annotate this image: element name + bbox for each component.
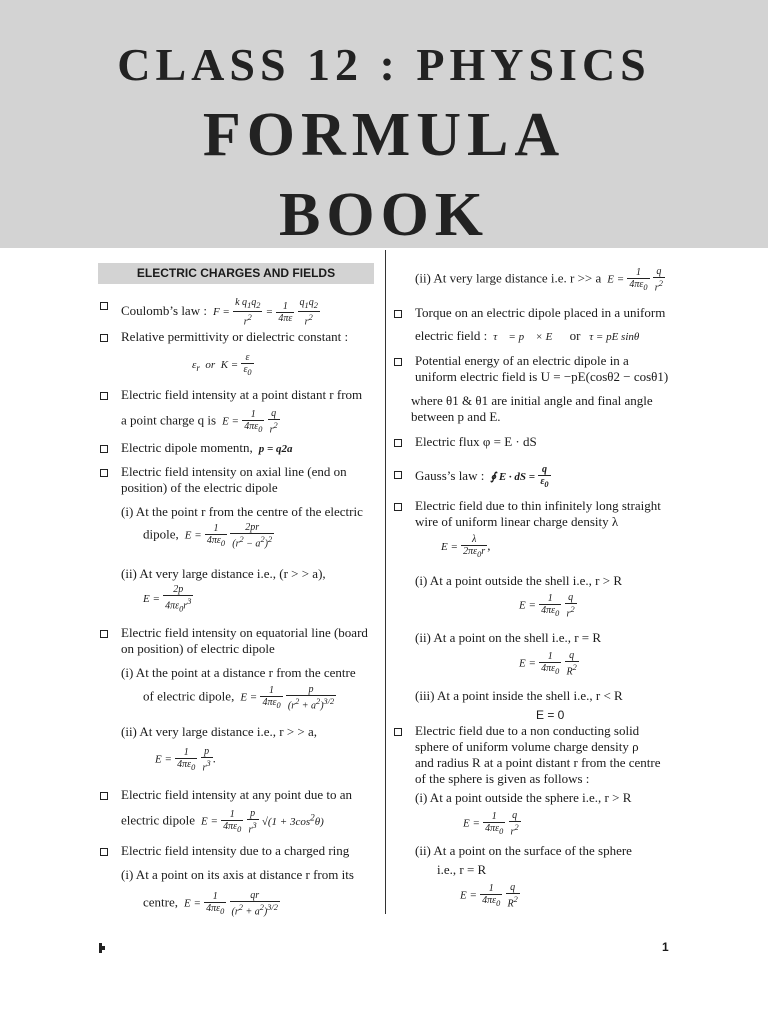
formula-title: FORMULA — [202, 101, 566, 169]
sphere-ii-formula: E = $\frac{1}{4\pi\varepsilon_0}$ $\frac{q}{R^2}$ — [460, 882, 518, 910]
column-divider — [385, 250, 386, 914]
shell-ii-formula: E = $\frac{1}{4\pi\varepsilon_0}$ $\frac{q}{R^2}$ — [519, 650, 577, 678]
pe-text-1: Potential energy of an electric dipole in a — [415, 353, 629, 368]
bullet-icon — [100, 392, 108, 400]
equatorial-text: Electric field intensity on equatorial line (board — [121, 625, 368, 640]
pe-text-3: where θ1 & θ1 are initial angle and final angle — [411, 393, 653, 408]
sphere-ii-text: (ii) At a point on the surface of the sphere — [415, 843, 632, 858]
page-number: 1 — [662, 940, 669, 954]
bullet-icon — [100, 334, 108, 342]
section-heading: ELECTRIC CHARGES AND FIELDS — [98, 263, 374, 284]
bullet-icon — [100, 792, 108, 800]
equatorial-i-text: (i) At the point at a distance r from the centre — [121, 665, 356, 680]
shell-iii-value: E = 0 — [536, 708, 565, 722]
shell-iii-text: (iii) At a point inside the shell i.e., r < R — [415, 688, 623, 703]
field-point-formula: a point charge q is E = $\frac{1}{4\pi\varepsilon_0}$ $\frac{q}{r^2}$ — [121, 408, 278, 436]
equatorial-ii-formula: E = $\frac{1}{4\pi\varepsilon_0}$ $\frac{p}{r^3}$ . — [155, 746, 216, 774]
shell-i-text: (i) At a point outside the shell i.e., r > R — [415, 573, 622, 588]
sphere-i-text: (i) At a point outside the sphere i.e., r > R — [415, 790, 632, 805]
bullet-icon — [100, 630, 108, 638]
ring-i-text: (i) At a point on its axis at distance r from its — [121, 867, 354, 882]
equatorial-ii-text: (ii) At very large distance i.e., r > > a, — [121, 724, 317, 739]
bullet-icon — [394, 439, 402, 447]
book-title: BOOK — [278, 181, 490, 249]
any-point-text: Electric field intensity at any point due to an — [121, 787, 353, 802]
bullet-icon — [394, 471, 402, 479]
bullet-icon — [100, 445, 108, 453]
axial-ii-formula: E = $\frac{2p}{4\pi\varepsilon_0r^3}$ — [143, 584, 192, 614]
sphere-text-1: Electric field due to a non conducting solid — [415, 723, 640, 738]
dipole-moment: Electric dipole momentn, p = q2a — [121, 440, 293, 455]
axial-ii-text: (ii) At very large distance i.e., (r > > a), — [121, 566, 326, 581]
title-banner — [0, 0, 768, 248]
sphere-ii-text-2: i.e., r = R — [437, 862, 487, 877]
large-distance: (ii) At very large distance i.e. r >> a E = $\frac{1}{4\pi\varepsilon_0}$ $\frac{q}{r^2}$ — [415, 266, 663, 294]
ring-i-formula: centre, E = $\frac{1}{4\pi\varepsilon_0}$ $\frac{qr}{(r^2 + a^2)^{3/2}}$ — [143, 890, 278, 918]
flux-text: Electric flux φ = E · dS — [415, 434, 537, 449]
axial-i-text: (i) At the point r from the centre of the electric — [121, 504, 363, 519]
bullet-icon — [100, 848, 108, 856]
permittivity-formula: $\varepsilon_r$ or K = $\frac{\varepsilon}{\varepsilon_0}$ — [192, 352, 252, 377]
bullet-icon — [100, 302, 108, 310]
axial-line-text: Electric field intensity on axial line (end on — [121, 464, 347, 479]
permittivity-text: Relative permittivity or dielectric constant : — [121, 329, 349, 344]
axial-i-formula: dipole, E = $\frac{1}{4\pi\varepsilon_0}$ $\frac{2pr}{(r^2 - a^2)^2}$ — [143, 522, 273, 550]
sphere-text-2: sphere of uniform volume charge density ρ — [415, 739, 639, 754]
shell-i-formula: E = $\frac{1}{4\pi\varepsilon_0}$ $\frac{q}{r^2}$ — [519, 592, 575, 620]
pe-text-4: between p and E. — [411, 409, 501, 424]
sphere-text-4: of the sphere is given as follows : — [415, 771, 590, 786]
publisher-logo-icon — [98, 942, 106, 957]
class-subject-title: CLASS 12 : PHYSICS — [117, 39, 651, 90]
coulomb-law: Coulomb’s law : F = $\frac{k q_1q_2}{r^2}$ = $\frac{1}{4\pi\varepsilon}$ $\frac{q_1q_2}{r^2}$ — [121, 297, 318, 328]
torque-formula: electric field : τ⃗ = p⃗ × E⃗ or τ = pE sinθ — [415, 328, 640, 343]
field-point-text: Electric field intensity at a point distant r from — [121, 387, 363, 402]
axial-line-text-2: position) of the electric dipole — [121, 480, 278, 495]
torque-text: Torque on an electric dipole placed in a uniform — [415, 305, 666, 320]
bullet-icon — [100, 469, 108, 477]
bullet-icon — [394, 503, 402, 511]
sphere-i-formula: E = $\frac{1}{4\pi\varepsilon_0}$ $\frac{q}{r^2}$ — [463, 810, 519, 838]
any-point-formula: electric dipole E = $\frac{1}{4\pi\varepsilon_0}$ $\frac{p}{r^3}$ $√(1 + 3\cos^2\theta)$ — [121, 808, 324, 836]
wire-formula: E = $\frac{\lambda}{2\pi\varepsilon_0r}$ , — [441, 534, 491, 559]
ring-text: Electric field intensity due to a charged ring — [121, 843, 350, 858]
equatorial-text-2: on position) of electric dipole — [121, 641, 275, 656]
bullet-icon — [394, 358, 402, 366]
wire-text-2: wire of uniform linear charge density λ — [415, 514, 619, 529]
gauss-law: Gauss’s law : ∮ E · dS = $\frac{q}{\varepsilon_0}$ — [415, 464, 549, 489]
wire-text: Electric field due to thin infinitely long straight — [415, 498, 661, 513]
sphere-text-3: and radius R at a point distant r from the centre — [415, 755, 661, 770]
shell-ii-text: (ii) At a point on the shell i.e., r = R — [415, 630, 602, 645]
bullet-icon — [394, 310, 402, 318]
bullet-icon — [394, 728, 402, 736]
equatorial-i-formula: of electric dipole, E = $\frac{1}{4\pi\varepsilon_0}$ $\frac{p}{(r^2 + a^2)^{3/2}}$ — [143, 684, 335, 712]
pe-text-2: uniform electric field is U = −pE(cosθ2 − cosθ1) — [415, 369, 669, 384]
